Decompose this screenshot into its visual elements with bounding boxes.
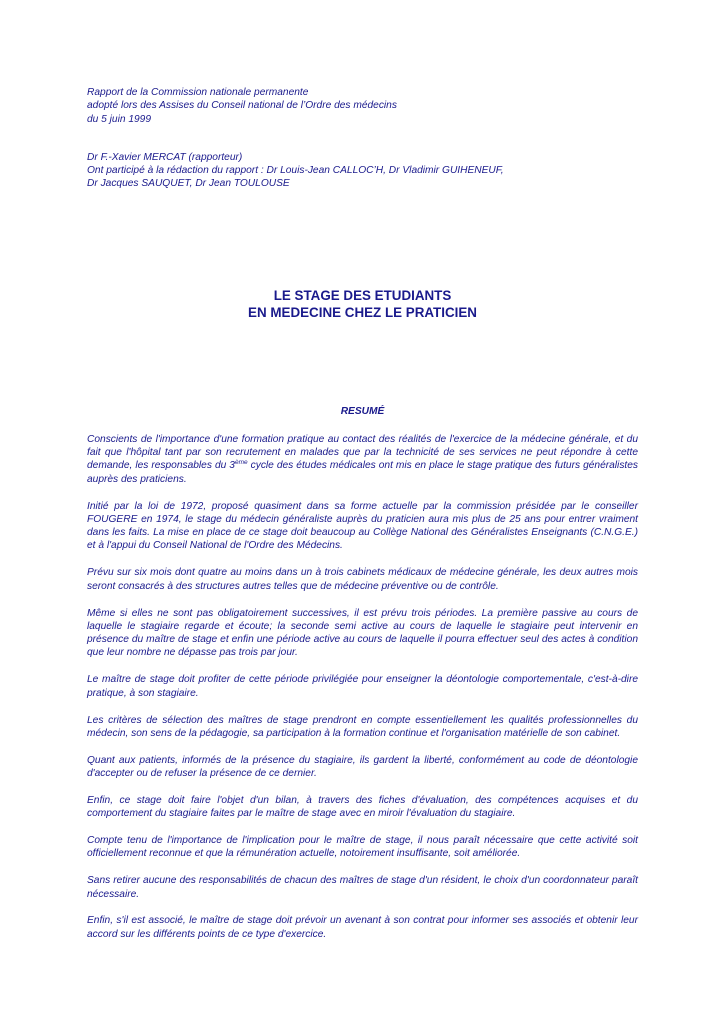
header-line: adopté lors des Assises du Conseil national de l’Ordre des médecins <box>87 100 397 112</box>
abstract <box>87 433 638 941</box>
contributors-line: Ont participé à la rédaction du rapport : Dr Louis-Jean CALLOC’H, Dr Vladimir GUIHENEUF, <box>87 165 504 177</box>
resume-heading: RESUMÉ <box>340 405 385 417</box>
header-line: du 5 juin 1999 <box>87 113 152 125</box>
contributors-line: Dr Jacques SAUQUET, Dr Jean TOULOUSE <box>87 178 290 190</box>
header-line: Rapport de la Commission nationale permanente <box>87 87 309 98</box>
paragraph <box>87 433 638 486</box>
title-line-1: LE STAGE DES ETUDIANTS <box>273 287 452 303</box>
paragraph: Enfin, s'il est associé, le maître de stage doit prévoir un avenant à son contrat pour informer ses associés et obtenir leur accord sur les différents points de ce type d'exercice. <box>87 915 638 940</box>
paragraph: Même si elles ne sont pas obligatoirement successives, il est prévu trois périodes. La première passive au cours de laquelle le stagiaire regarde et écoute; la seconde semi active au cours de laquelle le stagiaire peut intervenir en présence du maître de stage et enfin une période active au cours de laquelle il pourra effectuer seul des actes à condition que leur nombre ne dépasse pas trois par jour. <box>87 607 638 659</box>
paragraph: Prévu sur six mois dont quatre au moins dans un à trois cabinets médicaux de médecine générale, les deux autres mois seront consacrés à des structures autres telles que de médecine préventive ou de contrôle. <box>87 567 638 592</box>
paragraph: Enfin, ce stage doit faire l'objet d'un bilan, à travers des fiches d'évaluation, des compétences acquises et du comportement du stagiaire faites par le maître de stage avec en miroir l'évaluation du stagiaire. <box>87 794 638 820</box>
paragraph: Sans retirer aucune des responsabilités de chacun des maîtres de stage d'un résident, le choix d'un coordonnateur paraît nécessaire. <box>87 875 638 900</box>
paragraph: Compte tenu de l'importance de l'implication pour le maître de stage, il nous paraît nécessaire que cette activité soit officiellement reconnue et que la rémunération actuelle, notoirement insuffisante, soit améliorée. <box>87 835 638 860</box>
paragraph: Les critères de sélection des maîtres de stage prendront en compte essentiellement les qualités professionnelles du médecin, son sens de la pédagogie, sa participation à la formation continue et l'organisation matérielle de son cabinet. <box>87 714 638 739</box>
paragraph: Initié par la loi de 1972, proposé quasiment dans sa forme actuelle par la commission présidée par le conseiller FOUGERE en 1974, le stage du médecin généraliste auprès du praticien aura mis plus de 25 ans pour entrer vraiment dans les faits. La mise en place de ce stage doit beaucoup au Collège National des Généralistes Enseignants (C.N.G.E.) et à l'appui du Conseil National de l'Ordre des Médecins. <box>87 500 638 552</box>
title-line-2: EN MEDECINE CHEZ LE PRATICIEN <box>248 304 477 320</box>
paragraph: Le maître de stage doit profiter de cette période privilégiée pour enseigner la déontologie comportementale, c'est-à-dire pratique, à son stagiaire. <box>87 674 638 699</box>
page-content <box>87 86 638 955</box>
authors-block <box>87 151 638 191</box>
paragraph: Quant aux patients, informés de la présence du stagiaire, ils gardent la liberté, conformément au code de déontologie d'accepter ou de refuser la présence de ce dernier. <box>87 754 638 779</box>
report-header <box>87 86 638 126</box>
paragraph-text: Conscients de l'importance d'une formation pratique au contact des réalités de l'exercice de la médecine générale, et du fait que l'hôpital tant par son recrutement en malades que par la technicité de ses services ne peut répondre à cette demande, les responsables du 3 <box>87 433 638 472</box>
rapporteur-line: Dr F.-Xavier MERCAT (rapporteur) <box>87 151 243 163</box>
document-title <box>87 287 638 321</box>
superscript: ème <box>234 459 248 467</box>
paragraph-text: cycle des études médicales ont mis en place le stage pratique des futurs généralistes auprès des praticiens. <box>87 460 638 485</box>
